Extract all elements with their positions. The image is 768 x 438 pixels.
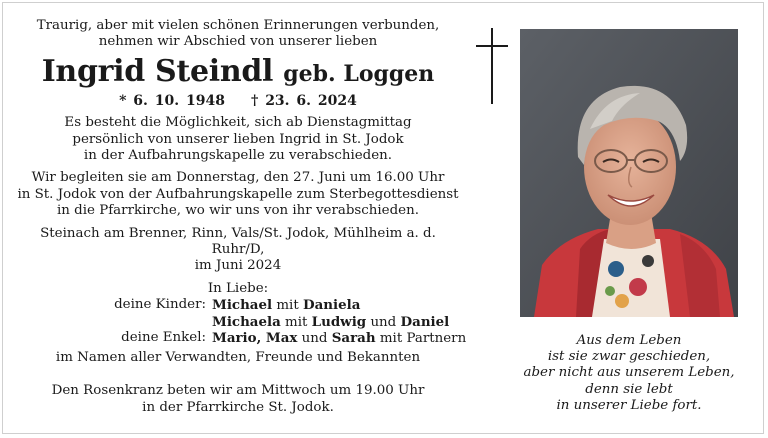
funeral-line: in die Pfarrkirche, wo wir uns von ihr verabschieden. [57, 203, 419, 219]
funeral-line: Wir begleiten sie am Donnerstag, den 27. Juni um 16.00 Uhr [31, 170, 445, 186]
intro-line: Traurig, aber mit vielen schönen Erinnerungen verbunden, [36, 18, 440, 33]
birth-date: * 6. 10. 1948 [119, 92, 225, 109]
poem-line: Aus dem Leben [576, 333, 682, 348]
portrait-photo [520, 29, 738, 317]
viewing-line: persönlich von unserer lieben Ingrid in St. Jodok [72, 131, 404, 147]
place-line: Steinach am Brenner, Rinn, Vals/St. Jodok, Mühlheim a. d. Ruhr/D, [40, 225, 436, 258]
viewing-line: Es besteht die Möglichkeit, sich ab Dienstagmittag [64, 115, 412, 131]
family-list [14, 297, 467, 366]
date-line: im Juni 2024 [194, 258, 282, 274]
life-dates [14, 93, 462, 109]
death-date: † 23. 6. 2024 [251, 92, 357, 109]
birth-name: geb. Loggen [283, 60, 435, 87]
grandchildren-names: Mario, Max und Sarah mit Partnern [212, 330, 467, 347]
cross-icon [476, 28, 508, 104]
rosary-line: in der Pfarrkirche St. Jodok. [142, 399, 334, 415]
grandchildren-label: deine Enkel: [121, 330, 206, 346]
funeral-line: in St. Jodok von der Aufbahrungskapelle zum Sterbegottesdienst [17, 186, 459, 202]
in-love-label: In Liebe: [207, 280, 269, 296]
poem-line: in unserer Liebe fort. [556, 397, 702, 413]
rosary-line: Den Rosenkranz beten wir am Mittwoch um 19.00 Uhr [51, 383, 425, 399]
relatives-line: im Namen aller Verwandten, Freunde und Bekannten [55, 350, 421, 366]
children-label: deine Kinder: [114, 297, 206, 313]
poem-line: aber nicht aus unserem Leben, [523, 365, 735, 381]
viewing-info [14, 115, 462, 164]
relatives-row [14, 350, 462, 366]
rosary-info [14, 383, 462, 416]
children-names-1: Michael mit Daniela [212, 297, 361, 314]
place-date [14, 226, 462, 275]
obituary-text [14, 18, 467, 416]
children-names-2: Michaela mit Ludwig und Daniel [212, 314, 450, 331]
deceased-name [14, 55, 462, 91]
poem-line: ist sie zwar geschieden, [547, 349, 711, 365]
viewing-line: in der Aufbahrungskapelle zu verabschieden. [83, 148, 393, 164]
memorial-poem [520, 333, 738, 414]
funeral-info [14, 170, 462, 219]
intro-line: nehmen wir Abschied von unserer lieben [98, 34, 378, 50]
poem-line: denn sie lebt [585, 381, 673, 397]
full-name: Ingrid Steindl [41, 53, 274, 89]
